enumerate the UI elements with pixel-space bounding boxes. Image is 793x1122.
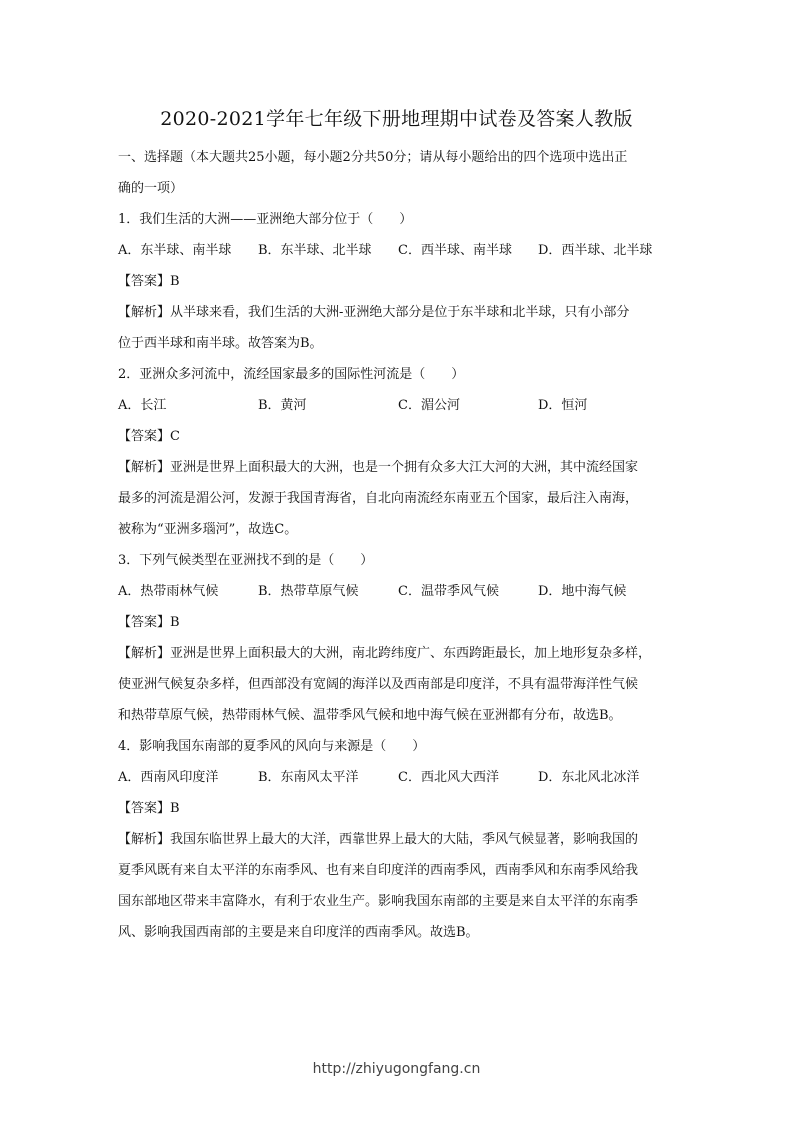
answer-label: 【答案】B bbox=[118, 801, 180, 816]
answer-label: 【答案】B bbox=[118, 615, 180, 630]
analysis-text: 和热带草原气候，热带雨林气候、温带季风气候和地中海气候在亚洲都有分布，故选B。 bbox=[118, 708, 622, 723]
option: C．西半球、南半球 bbox=[398, 243, 512, 258]
option: C．湄公河 bbox=[398, 398, 460, 413]
option: B．东半球、北半球 bbox=[258, 243, 372, 258]
option: B．东南风太平洋 bbox=[258, 770, 359, 785]
question-block bbox=[118, 545, 678, 731]
option: B．黄河 bbox=[258, 398, 307, 413]
option-row bbox=[118, 235, 678, 266]
exam-content bbox=[118, 142, 678, 948]
question-stem: 3．下列气候类型在亚洲找不到的是（ ） bbox=[118, 553, 374, 568]
analysis-text: 国东部地区带来丰富降水，有利于农业生产。影响我国东南部的主要是来自太平洋的东南季 bbox=[118, 894, 639, 909]
analysis-text: 夏季风既有来自太平洋的东南季风、也有来自印度洋的西南季风，西南季风和东南季风给我 bbox=[118, 863, 639, 878]
question-stem: 2．亚洲众多河流中，流经国家最多的国际性河流是（ ） bbox=[118, 367, 465, 382]
option-row bbox=[118, 390, 678, 421]
section-instruction: 确的一项） bbox=[118, 181, 184, 196]
analysis-text: 被称为“亚洲多瑙河”，故选C。 bbox=[118, 522, 298, 537]
analysis-text: 【解析】我国东临世界上最大的大洋，西靠世界上最大的大陆，季风气候显著，影响我国的 bbox=[118, 832, 639, 847]
analysis-text: 【解析】亚洲是世界上面积最大的大洲，南北跨纬度广、东西跨距最长，加上地形复杂多样， bbox=[118, 646, 652, 661]
analysis-text: 位于西半球和南半球。故答案为B。 bbox=[118, 336, 323, 351]
option: B．热带草原气候 bbox=[258, 584, 359, 599]
analysis-text: 最多的河流是湄公河，发源于我国青海省，自北向南流经东南亚五个国家，最后注入南海， bbox=[118, 491, 639, 506]
option: D．东北风北冰洋 bbox=[538, 770, 640, 785]
analysis-text: 风、影响我国西南部的主要是来自印度洋的西南季风。故选B。 bbox=[118, 925, 479, 940]
question-stem: 1．我们生活的大洲——亚洲绝大部分位于（ ） bbox=[118, 212, 413, 227]
option: A．热带雨林气候 bbox=[118, 584, 219, 599]
option: D．西半球、北半球 bbox=[538, 243, 653, 258]
analysis-text: 【解析】亚洲是世界上面积最大的大洲，也是一个拥有众多大江大河的大洲，其中流经国家 bbox=[118, 460, 639, 475]
page-title: 2020-2021学年七年级下册地理期中试卷及答案人教版 bbox=[160, 108, 633, 130]
answer-label: 【答案】B bbox=[118, 274, 180, 289]
analysis-text: 【解析】从半球来看，我们生活的大洲-亚洲绝大部分是位于东半球和北半球，只有小部分 bbox=[118, 305, 630, 320]
option: C．温带季风气候 bbox=[398, 584, 499, 599]
option: C．西北风大西洋 bbox=[398, 770, 499, 785]
option: D．恒河 bbox=[538, 398, 588, 413]
option: A．西南风印度洋 bbox=[118, 770, 219, 785]
answer-label: 【答案】C bbox=[118, 429, 180, 444]
question-block bbox=[118, 204, 678, 359]
footer-url: http://zhiyugongfang.cn bbox=[312, 1061, 481, 1077]
question-block bbox=[118, 731, 678, 948]
option-row bbox=[118, 576, 678, 607]
option: A．长江 bbox=[118, 398, 167, 413]
option: A．东半球、南半球 bbox=[118, 243, 232, 258]
option: D．地中海气候 bbox=[538, 584, 627, 599]
question-block bbox=[118, 359, 678, 545]
option-row bbox=[118, 762, 678, 793]
question-stem: 4．影响我国东南部的夏季风的风向与来源是（ ） bbox=[118, 739, 426, 754]
analysis-text: 使亚洲气候复杂多样，但西部没有宽阔的海洋以及西南部是印度洋，不具有温带海洋性气候 bbox=[118, 677, 639, 692]
section-instruction: 一、选择题（本大题共25小题，每小题2分共50分；请从每小题给出的四个选项中选出正 bbox=[118, 150, 628, 165]
